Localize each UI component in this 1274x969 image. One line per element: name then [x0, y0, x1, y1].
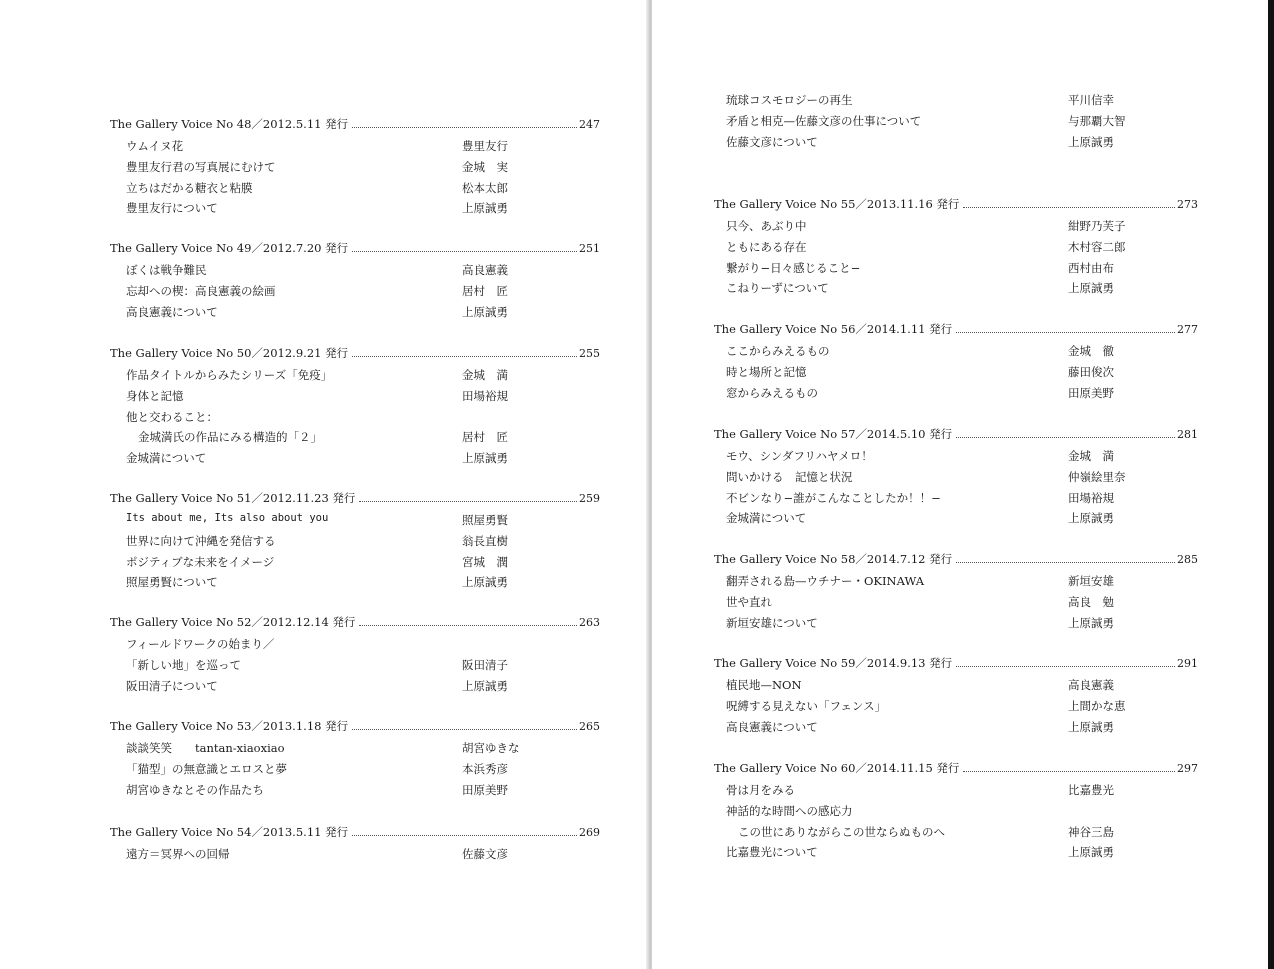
article-title: 矛盾と相克—佐藤文彦の仕事について: [726, 113, 922, 128]
issue-title: The Gallery Voice No 48／2012.5.11 発行: [110, 117, 349, 131]
article-title: 呪縛する見えない「フェンス」: [726, 698, 887, 713]
page-number: 281: [1177, 428, 1198, 441]
article-author: 高良 勉: [1068, 594, 1114, 609]
page-number: 297: [1177, 762, 1198, 775]
article-title: 忘却への楔：高良憲義の絵画: [126, 283, 276, 298]
article-author: 高良憲義: [1068, 678, 1114, 692]
article-title: 金城満について: [726, 511, 807, 526]
article-title: モウ、シンダフリハヤメロ！: [726, 449, 873, 463]
article-author: 上原誠勇: [462, 575, 508, 590]
page-number: 259: [579, 492, 600, 505]
article-title: 神話的な時間への感応力: [726, 803, 853, 818]
issue-title: The Gallery Voice No 53／2013.1.18 発行: [110, 719, 349, 733]
article-title: ぼくは戦争難民: [126, 263, 207, 277]
article-title: 繋がり−日々感じること−: [726, 260, 861, 275]
article-author: 胡宮ゆきな: [462, 741, 520, 755]
article-title: 時と場所と記憶: [726, 364, 807, 379]
leader-dots: [963, 771, 1175, 772]
article-author: 比嘉豊光: [1068, 783, 1114, 797]
article-author: 上原誠勇: [462, 304, 508, 319]
issue-title: The Gallery Voice No 52／2012.12.14 発行: [110, 615, 356, 629]
issue-heading: [714, 551, 1198, 567]
article-author: 居村 匠: [462, 430, 508, 445]
page-number: 251: [579, 242, 600, 255]
article-title: 高良憲義について: [126, 304, 218, 319]
article-title: 豊里友行君の写真展にむけて: [126, 159, 276, 174]
article-author: 新垣安雄: [1068, 574, 1114, 588]
article-author: 田原美野: [462, 782, 508, 797]
article-title: 立ちはだかる糖衣と粘膜: [126, 180, 253, 195]
page-number: 265: [579, 720, 600, 733]
issue-heading: [110, 240, 600, 256]
article-author: 田原美野: [1068, 385, 1114, 400]
article-title: 阪田清子について: [126, 678, 218, 693]
issue-title: The Gallery Voice No 57／2014.5.10 発行: [714, 427, 953, 441]
article-title: 問いかける 記憶と状況: [726, 469, 853, 484]
article-title: フィールドワークの始まり／: [126, 637, 275, 651]
article-title: 「新しい地」を巡って: [126, 657, 241, 672]
article-author: 上原誠勇: [1068, 615, 1114, 630]
article-author: 佐藤文彦: [462, 847, 508, 861]
article-author: 翁長直樹: [462, 533, 508, 548]
issue-title: The Gallery Voice No 59／2014.9.13 発行: [714, 656, 953, 670]
article-title: 身体と記憶: [126, 388, 184, 403]
article-title: 金城満氏の作品にみる構造的「２」: [138, 430, 322, 445]
article-title: ともにある存在: [726, 239, 807, 254]
article-author: 仲嶺絵里奈: [1068, 469, 1126, 484]
article-author: 田場裕規: [462, 388, 508, 403]
issue-heading: [714, 321, 1198, 337]
article-author: 木村容二郎: [1068, 239, 1126, 254]
issue-heading: [110, 490, 600, 506]
article-title: 「猫型」の無意識とエロスと夢: [126, 761, 287, 776]
issue-title: The Gallery Voice No 60／2014.11.15 発行: [714, 761, 960, 775]
article-title: 琉球コスモロジーの再生: [726, 93, 853, 107]
page-number: 285: [1177, 553, 1198, 566]
article-title: 照屋勇賢について: [126, 575, 218, 590]
page-number: 269: [579, 826, 600, 839]
article-author: 紺野乃芙子: [1068, 219, 1126, 233]
page-number: 255: [579, 347, 600, 360]
leader-dots: [359, 501, 577, 502]
article-author: 上原誠勇: [1068, 719, 1114, 734]
article-author: 金城 満: [1068, 449, 1114, 463]
article-title: 世や直れ: [726, 594, 772, 609]
issue-title: The Gallery Voice No 50／2012.9.21 発行: [110, 346, 349, 360]
leader-dots: [352, 356, 577, 357]
article-title: 比嘉豊光について: [726, 845, 818, 860]
article-title: 豊里友行について: [126, 201, 218, 216]
article-title: 只今、あぶり中: [726, 219, 807, 233]
page-number: 277: [1177, 323, 1198, 336]
issue-title: The Gallery Voice No 55／2013.11.16 発行: [714, 197, 960, 211]
leader-dots: [359, 625, 577, 626]
article-author: 居村 匠: [462, 283, 508, 298]
article-author: 高良憲義: [462, 263, 508, 277]
page-number: 247: [579, 118, 600, 131]
issue-heading: [714, 196, 1198, 212]
issue-heading: [110, 116, 600, 132]
article-author: 豊里友行: [462, 139, 508, 153]
article-author: 松本太郎: [462, 180, 508, 195]
article-author: 阪田清子: [462, 657, 508, 672]
issue-heading: [110, 718, 600, 734]
issue-title: The Gallery Voice No 56／2014.1.11 発行: [714, 322, 953, 336]
article-title: 不ビンなり−誰がこんなことしたか！！−: [726, 490, 941, 505]
article-title: 世界に向けて沖縄を発信する: [126, 533, 276, 548]
article-author: 田場裕規: [1068, 490, 1114, 505]
article-author: 照屋勇賢: [462, 513, 508, 527]
leader-dots: [352, 729, 577, 730]
page-edge: [1268, 0, 1274, 969]
article-author: 上原誠勇: [462, 201, 508, 216]
issue-title: The Gallery Voice No 54／2013.5.11 発行: [110, 825, 349, 839]
leader-dots: [956, 666, 1175, 667]
article-author: 藤田俊次: [1068, 364, 1114, 379]
article-author: 与那覇大智: [1068, 113, 1126, 128]
issue-heading: [110, 345, 600, 361]
article-author: 平川信幸: [1068, 93, 1114, 107]
issue-title: The Gallery Voice No 49／2012.7.20 発行: [110, 241, 349, 255]
article-author: 金城 実: [462, 159, 508, 174]
issue-heading: [110, 824, 600, 840]
article-author: 神谷三島: [1068, 824, 1114, 839]
article-author: 本浜秀彦: [462, 761, 508, 776]
leader-dots: [352, 835, 577, 836]
article-author: 金城 徹: [1068, 344, 1114, 358]
article-author: 宮城 潤: [462, 554, 508, 569]
article-title: 骨は月をみる: [726, 783, 795, 797]
article-title: 植民地—NON: [726, 678, 802, 692]
leader-dots: [956, 332, 1175, 333]
leader-dots: [352, 127, 577, 128]
article-title: ポジティブな未来をイメージ: [126, 554, 275, 569]
article-author: 西村由布: [1068, 260, 1114, 275]
article-title: 遠方＝冥界への回帰: [126, 847, 230, 861]
leader-dots: [956, 437, 1175, 438]
article-title: 翻弄される島—ウチナー・OKINAWA: [726, 574, 925, 588]
issue-title: The Gallery Voice No 51／2012.11.23 発行: [110, 491, 356, 505]
article-author: 金城 満: [462, 368, 508, 382]
article-title: 作品タイトルからみたシリーズ「免疫」: [126, 368, 333, 382]
article-title: 他と交わること：: [126, 409, 218, 424]
article-author: 上原誠勇: [462, 678, 508, 693]
issue-heading: [714, 426, 1198, 442]
article-title: ここからみえるもの: [726, 344, 830, 358]
leader-dots: [352, 251, 577, 252]
leader-dots: [956, 562, 1175, 563]
article-author: 上原誠勇: [1068, 845, 1114, 860]
article-title: 高良憲義について: [726, 719, 818, 734]
article-author: 上原誠勇: [1068, 281, 1114, 296]
article-title: この世にありながらこの世ならぬものへ: [738, 824, 945, 839]
leader-dots: [963, 207, 1175, 208]
article-title: 胡宮ゆきなとその作品たち: [126, 782, 264, 797]
article-title: 佐藤文彦について: [726, 134, 818, 149]
article-author: 上原誠勇: [462, 451, 508, 466]
article-title: 談談笑笑 tantan-xiaoxiao: [126, 741, 285, 755]
page-number: 273: [1177, 198, 1198, 211]
issue-heading: [714, 655, 1198, 671]
article-author: 上原誠勇: [1068, 511, 1114, 526]
issue-heading: [714, 760, 1198, 776]
article-author: 上原誠勇: [1068, 134, 1114, 149]
article-title: こねりーずについて: [726, 281, 829, 296]
article-title: Its about me, Its also about you: [126, 512, 329, 524]
article-title: ウムイヌ花: [126, 139, 184, 153]
right-page: [652, 0, 1274, 969]
article-title: 窓からみえるもの: [726, 385, 818, 400]
issue-heading: [110, 614, 600, 630]
page-number: 263: [579, 616, 600, 629]
article-title: 新垣安雄について: [726, 615, 818, 630]
article-title: 金城満について: [126, 451, 207, 466]
issue-title: The Gallery Voice No 58／2014.7.12 発行: [714, 552, 953, 566]
page-number: 291: [1177, 657, 1198, 670]
article-author: 上間かな恵: [1068, 698, 1126, 713]
